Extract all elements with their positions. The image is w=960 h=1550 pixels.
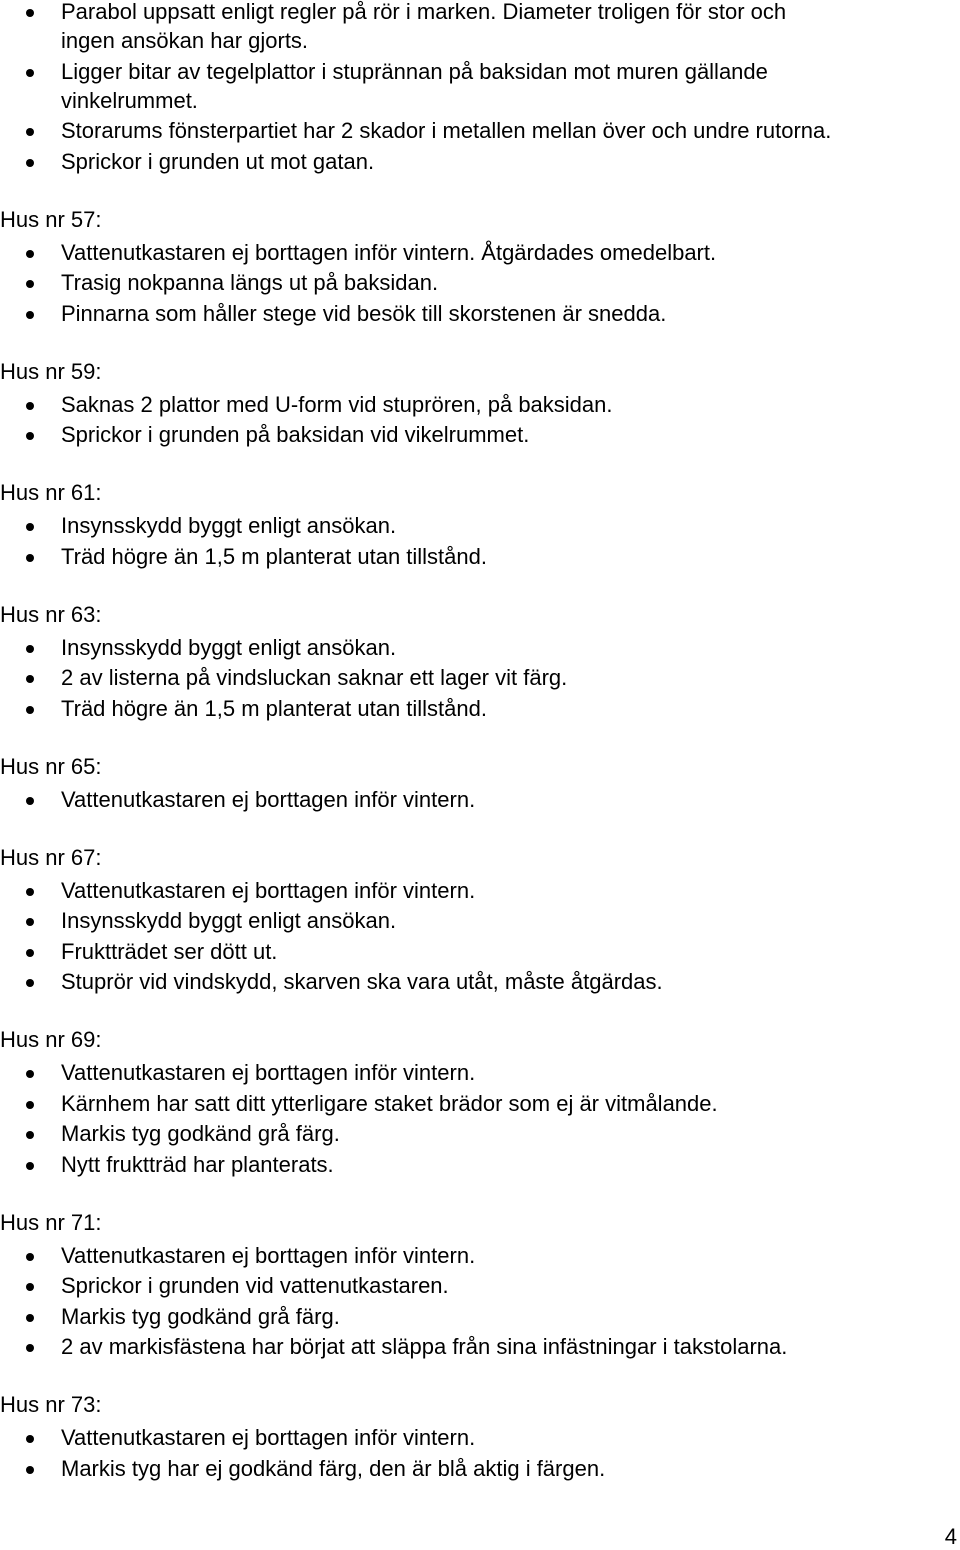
list-item: Pinnarna som håller stege vid besök till skorstenen är snedda. <box>61 300 667 326</box>
bullet-icon <box>26 9 34 17</box>
bullet-icon <box>26 918 34 926</box>
list-item: Markis tyg godkänd grå färg. <box>61 1121 340 1146</box>
list-item: Parabol uppsatt enligt regler på rör i marken. Diameter troligen för stor och <box>61 0 787 24</box>
list-item: Ligger bitar av tegelplattor i stuprännan på baksidan mot muren gällande <box>61 58 768 84</box>
list-item: ingen ansökan har gjorts. <box>61 28 309 53</box>
bullet-icon <box>26 1131 34 1139</box>
section-heading: Hus nr 71: <box>0 1209 102 1235</box>
bullet-icon <box>26 1253 34 1261</box>
list-item: Stuprör vid vindskydd, skarven ska vara utåt, måste åtgärdas. <box>61 969 663 994</box>
list-item: Insynsskydd byggt enligt ansökan. <box>61 634 397 660</box>
list-item: Saknas 2 plattor med U-form vid stuprören, på baksidan. <box>61 391 613 417</box>
bullet-icon <box>26 159 34 167</box>
section-heading: Hus nr 59: <box>0 358 102 384</box>
bullet-icon <box>26 402 34 410</box>
bullet-icon <box>26 1314 34 1322</box>
bullet-icon <box>26 797 34 805</box>
list-item: Sprickor i grunden på baksidan vid vikelrummet. <box>61 422 530 447</box>
list-item: 2 av markisfästena har börjat att släppa från sina infästningar i takstolarna. <box>61 1334 788 1359</box>
list-item: Träd högre än 1,5 m planterat utan tillstånd. <box>61 543 487 569</box>
bullet-icon <box>26 979 34 987</box>
bullet-icon <box>26 949 34 957</box>
list-item: Trasig nokpanna längs ut på baksidan. <box>61 270 439 295</box>
bullet-icon <box>26 1283 34 1291</box>
bullet-icon <box>26 675 34 683</box>
bullet-icon <box>26 128 34 136</box>
page-number: 4 <box>944 1524 957 1549</box>
section-heading: Hus nr 57: <box>0 206 102 232</box>
list-item: Sprickor i grunden vid vattenutkastaren. <box>61 1273 449 1298</box>
section-heading: Hus nr 67: <box>0 844 102 870</box>
bullet-icon <box>26 1466 34 1474</box>
bullet-icon <box>26 554 34 562</box>
list-item: Vattenutkastaren ej borttagen inför vintern. <box>61 1242 476 1268</box>
bullet-icon <box>26 311 34 319</box>
section-heading: Hus nr 69: <box>0 1027 102 1052</box>
bullet-icon <box>26 1101 34 1109</box>
bullet-icon <box>26 1435 34 1443</box>
bullet-icon <box>26 280 34 288</box>
bullet-icon <box>26 645 34 653</box>
list-item: Vattenutkastaren ej borttagen inför vintern. Åtgärdades omedelbart. <box>61 239 717 265</box>
list-item: Träd högre än 1,5 m planterat utan tillstånd. <box>61 695 487 721</box>
list-item: 2 av listerna på vindsluckan saknar ett lager vit färg. <box>61 665 568 690</box>
list-item: Vattenutkastaren ej borttagen inför vintern. <box>61 1425 476 1450</box>
bullet-icon <box>26 1162 34 1170</box>
bullet-icon <box>26 888 34 896</box>
section-heading: Hus nr 61: <box>0 480 102 505</box>
list-item: Sprickor i grunden ut mot gatan. <box>61 148 375 174</box>
list-item: Storarums fönsterpartiet har 2 skador i metallen mellan över och undre rutorna. <box>61 118 832 143</box>
list-item: Fruktträdet ser dött ut. <box>61 938 278 964</box>
section-heading: Hus nr 65: <box>0 753 102 779</box>
section-heading: Hus nr 73: <box>0 1392 102 1417</box>
list-item: Markis tyg godkänd grå färg. <box>61 1303 340 1329</box>
list-item: Insynsskydd byggt enligt ansökan. <box>61 513 397 538</box>
list-item: vinkelrummet. <box>61 87 198 113</box>
bullet-icon <box>26 1344 34 1352</box>
list-item: Vattenutkastaren ej borttagen inför vintern. <box>61 786 476 812</box>
bullet-icon <box>26 250 34 258</box>
bullet-icon <box>26 1070 34 1078</box>
bullet-icon <box>26 523 34 531</box>
section-heading: Hus nr 63: <box>0 601 102 627</box>
bullet-icon <box>26 432 34 440</box>
bullet-icon <box>26 69 34 77</box>
bullet-icon <box>26 706 34 714</box>
list-item: Markis tyg har ej godkänd färg, den är blå aktig i färgen. <box>61 1455 606 1481</box>
list-item: Vattenutkastaren ej borttagen inför vintern. <box>61 1060 476 1085</box>
list-item: Nytt fruktträd har planterats. <box>61 1151 334 1177</box>
list-item: Kärnhem har satt ditt ytterligare staket brädor som ej är vitmålande. <box>61 1090 718 1116</box>
list-item: Vattenutkastaren ej borttagen inför vintern. <box>61 877 476 903</box>
list-item: Insynsskydd byggt enligt ansökan. <box>61 908 397 933</box>
